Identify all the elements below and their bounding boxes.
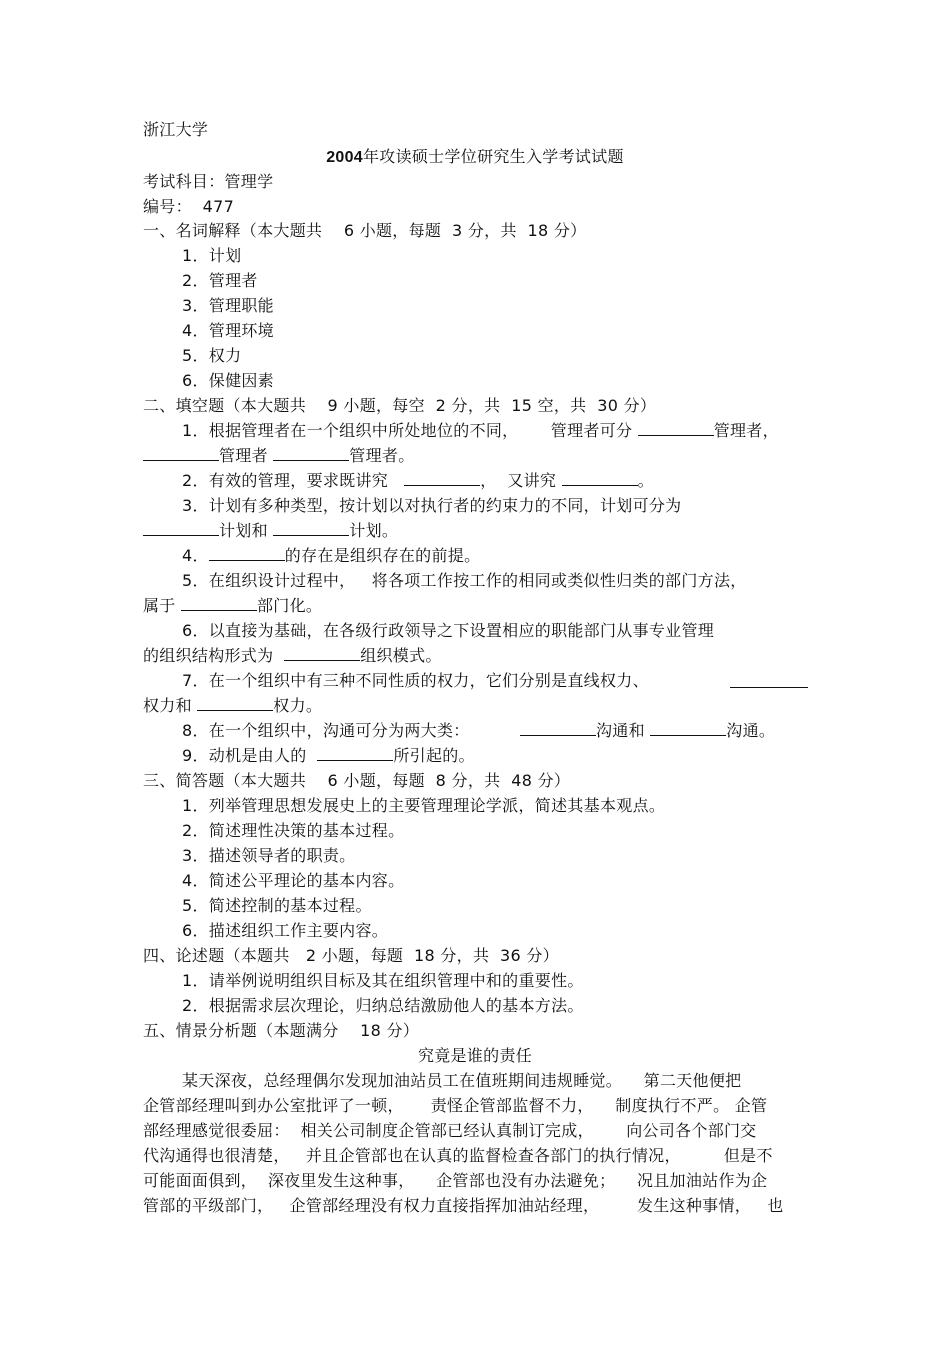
- fill-question-3: 3．计划有多种类型，按计划以对执行者的约束力的不同，计划可分为: [182, 496, 682, 515]
- fill-question-5-cont: [143, 596, 322, 616]
- question-text: 部门化。: [257, 596, 323, 615]
- section1-item: 3．管理职能: [182, 296, 274, 315]
- answer-blank[interactable]: [284, 646, 360, 661]
- question-text: 计划和: [219, 521, 274, 540]
- question-text: 9．动机是由人的: [182, 746, 318, 765]
- question-text: 管理者。: [349, 446, 415, 465]
- question-text: 沟通和: [596, 721, 651, 740]
- fill-question-9: [182, 746, 475, 766]
- question-text: 权力和: [143, 696, 198, 715]
- section3-item: 2．简述理性决策的基本过程。: [182, 821, 405, 840]
- fill-question-7-cont: [143, 696, 322, 716]
- fill-question-4: [182, 546, 480, 566]
- section1-item: 6．保健因素: [182, 371, 274, 390]
- question-text: 的存在是组织存在的前提。: [284, 546, 481, 565]
- section1-heading: 一、名词解释（本大题共 6 小题，每题 3 分，共 18 分）: [143, 221, 587, 240]
- section1-item: 4．管理环境: [182, 321, 274, 340]
- section1-item: 2．管理者: [182, 271, 258, 290]
- section3-item: 3．描述领导者的职责。: [182, 846, 356, 865]
- question-text: 管理者，: [713, 421, 779, 440]
- section4-item: 1．请举例说明组织目标及其在组织管理中和的重要性。: [182, 971, 584, 990]
- section1-item: 1．计划: [182, 246, 242, 265]
- question-text: 1．根据管理者在一个组织中所处地位的不同， 管理者可分: [182, 421, 638, 440]
- question-text: 沟通。: [726, 721, 776, 740]
- section4-item: 2．根据需求层次理论，归纳总结激励他人的基本方法。: [182, 996, 584, 1015]
- section5-heading: 五、情景分析题（本题满分 18 分）: [143, 1021, 420, 1040]
- section1-item: 5．权力: [182, 346, 242, 365]
- answer-blank[interactable]: [730, 673, 808, 688]
- answer-blank[interactable]: [197, 696, 273, 711]
- case-paragraph-line: 可能面面俱到， 深夜里发生这种事， 企管部也没有办法避免； 况且加油站作为企: [143, 1171, 768, 1190]
- section2-heading: 二、填空题（本大题共 9 小题，每空 2 分，共 15 空，共 30 分）: [143, 396, 657, 415]
- question-text: 属于: [143, 596, 181, 615]
- university-name: 浙江大学: [143, 120, 209, 139]
- fill-question-1-cont: [143, 446, 415, 466]
- section3-item: 6．描述组织工作主要内容。: [182, 921, 389, 940]
- section3-item: 4．简述公平理论的基本内容。: [182, 871, 405, 890]
- case-paragraph-line: 管部的平级部门， 企管部经理没有权力直接指挥加油站经理， 发生这种事情， 也: [143, 1196, 784, 1215]
- answer-blank[interactable]: [650, 721, 726, 736]
- answer-blank[interactable]: [143, 446, 219, 461]
- section4-heading: 四、论述题（本题共 2 小题，每题 18 分，共 36 分）: [143, 946, 559, 965]
- exam-year: 2004: [326, 149, 363, 166]
- fill-question-7: 7．在一个组织中有三种不同性质的权力，它们分别是直线权力、: [182, 671, 649, 690]
- fill-question-3-cont: [143, 521, 398, 541]
- answer-blank[interactable]: [520, 721, 596, 736]
- case-paragraph-line: 企管部经理叫到办公室批评了一顿， 责怪企管部监督不力， 制度执行不严。 企管: [143, 1096, 768, 1115]
- exam-code: 编号： 477: [143, 197, 235, 216]
- section3-item: 1．列举管理思想发展史上的主要管理理论学派，简述其基本观点。: [182, 796, 666, 815]
- fill-question-1: [182, 421, 779, 441]
- section3-heading: 三、简答题（本大题共 6 小题，每题 8 分，共 48 分）: [143, 771, 571, 790]
- answer-blank[interactable]: [404, 471, 480, 486]
- case-paragraph-line: 代沟通得也很清楚， 并且企管部也在认真的监督检查各部门的执行情况， 但是不: [143, 1146, 773, 1165]
- answer-blank[interactable]: [209, 546, 285, 561]
- answer-blank[interactable]: [273, 446, 349, 461]
- exam-title: [0, 147, 950, 168]
- question-text: 计划。: [349, 521, 399, 540]
- exam-title-text: 年攻读硕士学位研究生入学考试试题: [362, 147, 624, 166]
- answer-blank[interactable]: [317, 746, 393, 761]
- question-text: 的组织结构形式为: [143, 646, 285, 665]
- question-text: 4．: [182, 546, 209, 565]
- fill-question-2: [182, 471, 654, 491]
- exam-subject: 考试科目：管理学: [143, 172, 274, 191]
- question-text: 管理者: [219, 446, 274, 465]
- answer-blank[interactable]: [638, 421, 714, 436]
- section3-item: 5．简述控制的基本过程。: [182, 896, 372, 915]
- question-text: 。: [637, 471, 654, 490]
- fill-question-6-cont: [143, 646, 442, 666]
- case-paragraph-line: 部经理感觉很委屈： 相关公司制度企管部已经认真制订完成， 向公司各个部门交: [143, 1121, 757, 1140]
- answer-blank[interactable]: [181, 596, 257, 611]
- fill-question-8: 8．在一个组织中，沟通可分为两大类：: [182, 721, 470, 740]
- question-text: ， 又讲究: [480, 471, 562, 490]
- fill-question-6: 6．以直接为基础，在各级行政领导之下设置相应的职能部门从事专业管理: [182, 621, 715, 640]
- question-text: 组织模式。: [360, 646, 442, 665]
- answer-blank[interactable]: [562, 471, 638, 486]
- case-paragraph-line: 某天深夜，总经理偶尔发现加油站员工在值班期间违规睡觉。 第二天他便把: [182, 1071, 742, 1090]
- answer-blank[interactable]: [273, 521, 349, 536]
- fill-question-8-blanks: [520, 721, 775, 741]
- question-text: 权力。: [273, 696, 323, 715]
- case-title: 究竟是谁的责任: [417, 1046, 533, 1065]
- answer-blank[interactable]: [143, 521, 219, 536]
- question-text: 所引起的。: [393, 746, 475, 765]
- question-text: 2．有效的管理，要求既讲究: [182, 471, 405, 490]
- fill-question-5: 5．在组织设计过程中， 将各项工作按工作的相同或类似性归类的部门方法，: [182, 571, 747, 590]
